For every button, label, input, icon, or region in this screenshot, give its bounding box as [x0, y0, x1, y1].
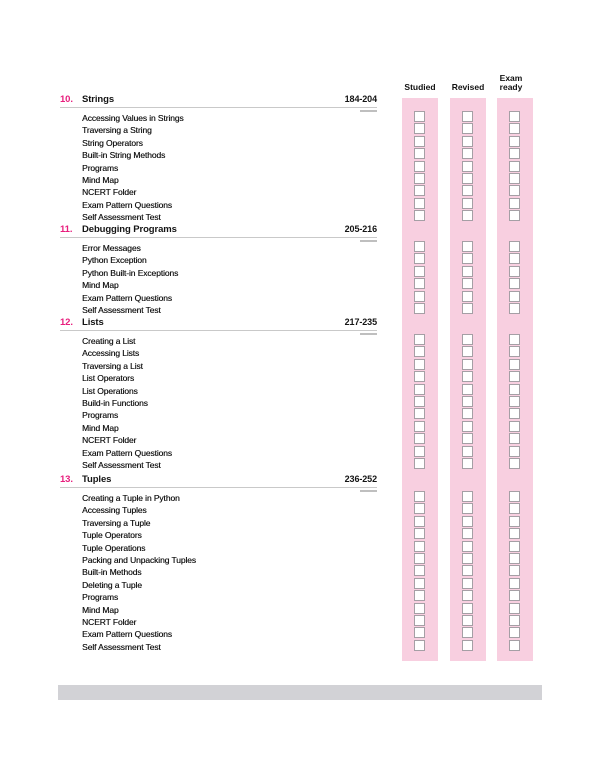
checkbox-revised[interactable] — [462, 359, 473, 370]
checkbox-studied[interactable] — [414, 578, 425, 589]
checkbox-studied[interactable] — [414, 266, 425, 277]
toc-item: Mind Map — [82, 604, 119, 615]
toc-item: NCERT Folder — [82, 435, 137, 446]
toc-item: String Operators — [82, 137, 143, 148]
toc-item: Packing and Unpacking Tuples — [82, 555, 196, 565]
checkbox-revised[interactable] — [462, 553, 473, 564]
column-header-studied: Studied — [404, 82, 436, 92]
toc-item: Traversing a Tuple — [82, 517, 151, 528]
checkbox-revised[interactable] — [462, 528, 473, 539]
checkbox-studied[interactable] — [414, 161, 425, 172]
checkbox-revised[interactable] — [462, 446, 473, 457]
checkbox-revised[interactable] — [462, 384, 473, 395]
checkbox-studied[interactable] — [414, 123, 425, 134]
checkbox-studied[interactable] — [414, 590, 425, 601]
section-title: Debugging Programs — [82, 224, 177, 235]
checkbox-studied[interactable] — [414, 503, 425, 514]
checkbox-revised[interactable] — [462, 291, 473, 302]
section-title: Strings — [82, 94, 115, 105]
toc-item: Exam Pattern Questions — [82, 292, 172, 303]
checkbox-revised[interactable] — [462, 303, 473, 314]
checkbox-exam-ready[interactable] — [509, 278, 520, 289]
checkbox-studied[interactable] — [414, 640, 425, 651]
checkbox-revised[interactable] — [462, 173, 473, 184]
checkbox-studied[interactable] — [414, 334, 425, 345]
toc-item: Programs — [82, 410, 119, 421]
checkbox-exam-ready[interactable] — [509, 123, 520, 134]
checkbox-studied[interactable] — [414, 541, 425, 552]
toc-item: Creating a List — [82, 336, 136, 346]
checkbox-exam-ready[interactable] — [509, 578, 520, 589]
checkbox-exam-ready[interactable] — [509, 334, 520, 345]
toc-item: Exam Pattern Questions — [82, 447, 172, 458]
section-header — [60, 224, 377, 238]
toc-item: Build-in Functions — [82, 398, 148, 408]
section-page-range: 217-235 — [344, 317, 377, 327]
toc-item: Traversing a List — [82, 360, 143, 371]
checkbox-exam-ready[interactable] — [509, 396, 520, 407]
column-header-exam-ready: Exam ready — [499, 73, 523, 92]
toc-item: Python Exception — [82, 255, 147, 266]
checkbox-studied[interactable] — [414, 198, 425, 209]
toc-item: Built-in Methods — [82, 567, 142, 578]
toc-item: Exam Pattern Questions — [82, 199, 172, 210]
checkbox-exam-ready[interactable] — [509, 185, 520, 196]
checkbox-exam-ready[interactable] — [509, 528, 520, 539]
toc-item: Programs — [82, 592, 119, 603]
toc-item: Error Messages — [82, 243, 141, 253]
checkbox-studied[interactable] — [414, 371, 425, 382]
toc-item: Tuple Operations — [82, 542, 146, 553]
checkbox-revised[interactable] — [462, 491, 473, 502]
footer-divider-bar — [58, 685, 542, 700]
column-header-revised: Revised — [451, 82, 485, 92]
toc-item: NCERT Folder — [82, 187, 137, 198]
toc-item: Mind Map — [82, 280, 119, 291]
checkbox-exam-ready[interactable] — [509, 458, 520, 469]
checkbox-studied[interactable] — [414, 565, 425, 576]
toc-item: Tuple Operators — [82, 530, 142, 541]
checkbox-revised[interactable] — [462, 241, 473, 252]
checkbox-exam-ready[interactable] — [509, 291, 520, 302]
checkbox-exam-ready[interactable] — [509, 111, 520, 122]
toc-item: Programs — [82, 162, 119, 173]
toc-item: Python Built-in Exceptions — [82, 267, 179, 278]
checkbox-exam-ready[interactable] — [509, 446, 520, 457]
checkbox-revised[interactable] — [462, 541, 473, 552]
checkbox-exam-ready[interactable] — [509, 516, 520, 527]
toc-item: List Operators — [82, 373, 134, 384]
checkbox-revised[interactable] — [462, 346, 473, 357]
checkbox-studied[interactable] — [414, 241, 425, 252]
checkbox-exam-ready[interactable] — [509, 198, 520, 209]
checkbox-revised[interactable] — [462, 590, 473, 601]
checkbox-revised[interactable] — [462, 603, 473, 614]
toc-item: Self Assessment Test — [82, 212, 161, 223]
checkbox-revised[interactable] — [462, 253, 473, 264]
checkbox-revised[interactable] — [462, 266, 473, 277]
checkbox-revised[interactable] — [462, 111, 473, 122]
checkbox-studied[interactable] — [414, 111, 425, 122]
section-header — [60, 474, 377, 488]
section-number: 12. — [60, 317, 73, 328]
checkbox-exam-ready[interactable] — [509, 303, 520, 314]
checkbox-revised[interactable] — [462, 433, 473, 444]
checkbox-exam-ready[interactable] — [509, 590, 520, 601]
toc-item: Creating a Tuple in Python — [82, 493, 180, 503]
checkbox-exam-ready[interactable] — [509, 553, 520, 564]
section-page-range: 236-252 — [344, 474, 377, 484]
checkbox-exam-ready[interactable] — [509, 421, 520, 432]
toc-item: Accessing Tuples — [82, 505, 147, 516]
section-header — [60, 317, 377, 331]
checkbox-exam-ready[interactable] — [509, 640, 520, 651]
toc-item: Built-in String Methods — [82, 150, 166, 161]
checkbox-studied[interactable] — [414, 528, 425, 539]
checkbox-studied[interactable] — [414, 291, 425, 302]
checkbox-exam-ready[interactable] — [509, 615, 520, 626]
checkbox-studied[interactable] — [414, 421, 425, 432]
checkbox-exam-ready[interactable] — [509, 371, 520, 382]
toc-item: Mind Map — [82, 422, 119, 433]
checkbox-revised[interactable] — [462, 371, 473, 382]
toc-item: Exam Pattern Questions — [82, 629, 172, 640]
checkbox-revised[interactable] — [462, 615, 473, 626]
toc-item: List Operations — [82, 385, 138, 396]
checkbox-studied[interactable] — [414, 303, 425, 314]
checkbox-exam-ready[interactable] — [509, 565, 520, 576]
toc-item: Mind Map — [82, 175, 119, 185]
section-title: Tuples — [82, 474, 112, 485]
checkbox-revised[interactable] — [462, 503, 473, 514]
checkbox-revised[interactable] — [462, 458, 473, 469]
checkbox-exam-ready[interactable] — [509, 346, 520, 357]
checkbox-revised[interactable] — [462, 565, 473, 576]
checkbox-studied[interactable] — [414, 491, 425, 502]
checkbox-revised[interactable] — [462, 198, 473, 209]
checkbox-exam-ready[interactable] — [509, 253, 520, 264]
toc-item: Accessing Lists — [82, 348, 140, 359]
checkbox-revised[interactable] — [462, 136, 473, 147]
checkbox-studied[interactable] — [414, 433, 425, 444]
checkbox-studied[interactable] — [414, 396, 425, 407]
checkbox-exam-ready[interactable] — [509, 161, 520, 172]
checkbox-exam-ready[interactable] — [509, 384, 520, 395]
checkbox-exam-ready[interactable] — [509, 173, 520, 184]
checkbox-exam-ready[interactable] — [509, 603, 520, 614]
checkbox-studied[interactable] — [414, 185, 425, 196]
checkbox-studied[interactable] — [414, 210, 425, 221]
checkbox-exam-ready[interactable] — [509, 148, 520, 159]
checkbox-studied[interactable] — [414, 603, 425, 614]
checkbox-studied[interactable] — [414, 516, 425, 527]
checkbox-exam-ready[interactable] — [509, 359, 520, 370]
checkbox-studied[interactable] — [414, 346, 425, 357]
checkbox-studied[interactable] — [414, 408, 425, 419]
section-page-range: 184-204 — [344, 94, 377, 104]
checkbox-exam-ready[interactable] — [509, 136, 520, 147]
toc-item: Accessing Values in Strings — [82, 113, 184, 123]
checkbox-studied[interactable] — [414, 446, 425, 457]
section-number: 13. — [60, 474, 73, 485]
checkbox-revised[interactable] — [462, 161, 473, 172]
checkbox-revised[interactable] — [462, 185, 473, 196]
toc-item: Deleting a Tuple — [82, 579, 142, 590]
section-title: Lists — [82, 317, 104, 328]
checkbox-studied[interactable] — [414, 253, 425, 264]
toc-item: NCERT Folder — [82, 617, 137, 627]
checkbox-revised[interactable] — [462, 278, 473, 289]
checkbox-studied[interactable] — [414, 627, 425, 638]
section-number: 10. — [60, 94, 73, 105]
toc-item: Self Assessment Test — [82, 460, 161, 470]
checkbox-exam-ready[interactable] — [509, 408, 520, 419]
checkbox-revised[interactable] — [462, 148, 473, 159]
checkbox-studied[interactable] — [414, 173, 425, 184]
toc-item: Traversing a String — [82, 125, 152, 136]
checkbox-studied[interactable] — [414, 136, 425, 147]
checkbox-exam-ready[interactable] — [509, 541, 520, 552]
checkbox-studied[interactable] — [414, 148, 425, 159]
checkbox-revised[interactable] — [462, 627, 473, 638]
checkbox-revised[interactable] — [462, 210, 473, 221]
checkbox-exam-ready[interactable] — [509, 491, 520, 502]
checkbox-exam-ready[interactable] — [509, 627, 520, 638]
checkbox-exam-ready[interactable] — [509, 210, 520, 221]
checkbox-revised[interactable] — [462, 640, 473, 651]
checkbox-revised[interactable] — [462, 123, 473, 134]
checkbox-exam-ready[interactable] — [509, 503, 520, 514]
checkbox-studied[interactable] — [414, 458, 425, 469]
checkbox-studied[interactable] — [414, 553, 425, 564]
checkbox-revised[interactable] — [462, 578, 473, 589]
checkbox-revised[interactable] — [462, 334, 473, 345]
toc-item: Self Assessment Test — [82, 641, 161, 652]
toc-item: Self Assessment Test — [82, 305, 161, 315]
checkbox-revised[interactable] — [462, 516, 473, 527]
checkbox-exam-ready[interactable] — [509, 241, 520, 252]
checkbox-exam-ready[interactable] — [509, 266, 520, 277]
checkbox-studied[interactable] — [414, 278, 425, 289]
checkbox-studied[interactable] — [414, 359, 425, 370]
checkbox-studied[interactable] — [414, 384, 425, 395]
checkbox-exam-ready[interactable] — [509, 433, 520, 444]
checkbox-revised[interactable] — [462, 408, 473, 419]
section-header — [60, 94, 377, 108]
checkbox-revised[interactable] — [462, 421, 473, 432]
checkbox-revised[interactable] — [462, 396, 473, 407]
section-page-range: 205-216 — [344, 224, 377, 234]
section-number: 11. — [60, 224, 73, 235]
checkbox-studied[interactable] — [414, 615, 425, 626]
